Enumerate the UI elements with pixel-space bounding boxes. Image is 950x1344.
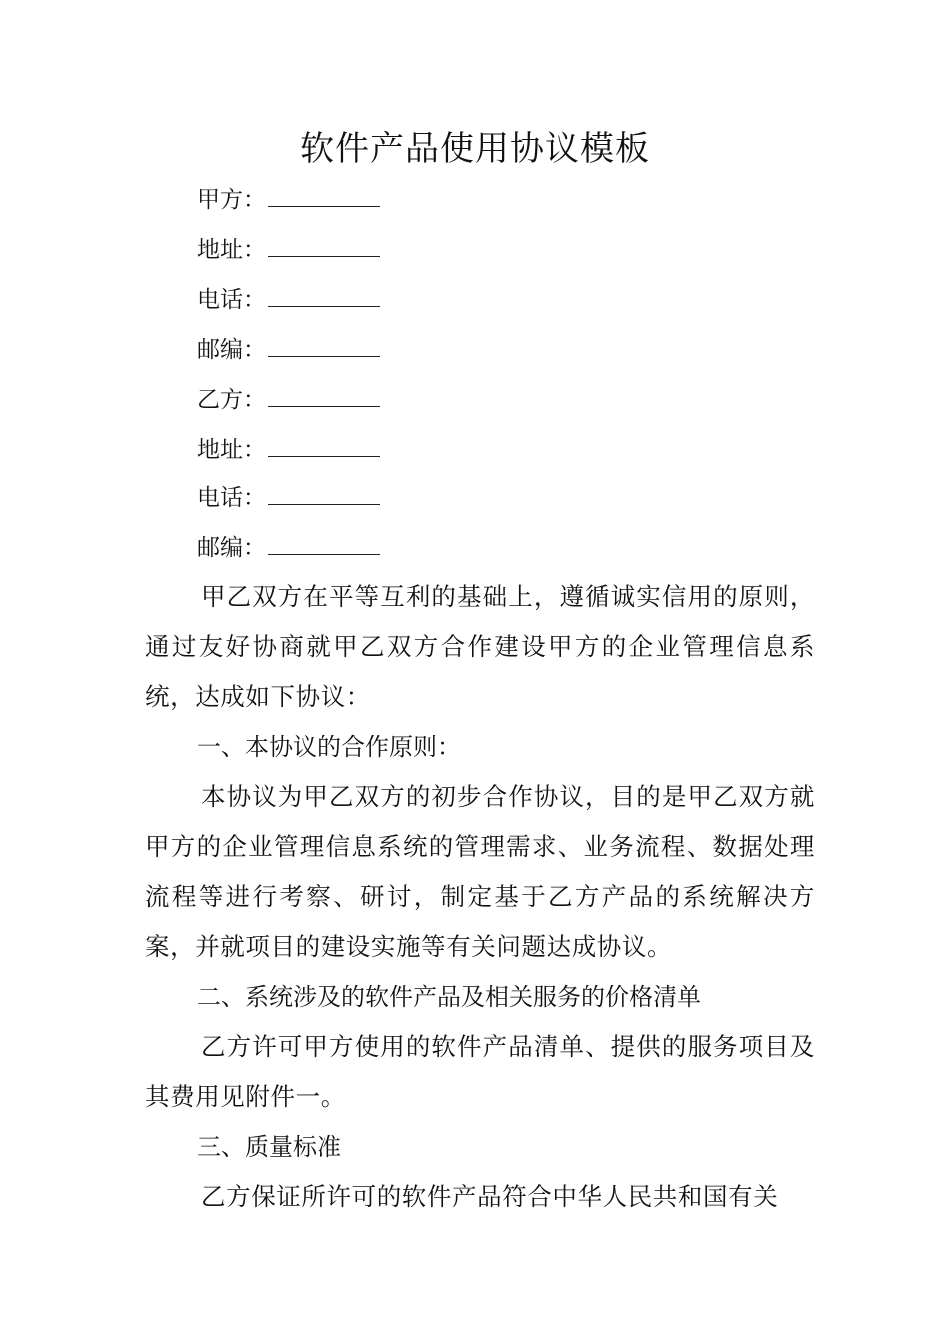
party-b-phone-label: 电话： [197,485,266,511]
party-a-address-blank[interactable] [268,234,380,257]
section-1-heading: 一、本协议的合作原则： [197,733,461,761]
section-1-body: 本协议为甲乙双方的初步合作协议，目的是甲乙双方就甲方的企业管理信息系统的管理需求、业务流程、数据处理流程等进行考察、研讨，制定基于乙方产品的系统解决方案，并就项目的建设实施等有关问题达成协议。 [145,782,815,961]
document-title: 软件产品使用协议模板 [300,129,650,169]
party-a-phone-blank[interactable] [268,284,380,307]
party-b-address-blank[interactable] [268,434,380,457]
party-b-name-field [197,384,380,416]
party-b-postcode-field [197,532,380,564]
party-b-postcode-blank[interactable] [268,532,380,555]
party-a-postcode-blank[interactable] [268,334,380,357]
intro-paragraph: 甲乙双方在平等互利的基础上，遵循诚实信用的原则，通过友好协商就甲乙双方合作建设甲方的企业管理信息系统，达成如下协议： [145,582,815,711]
party-a-phone-label: 电话： [197,287,266,313]
section-3-heading: 三、质量标准 [197,1133,341,1161]
party-b-address-field [197,434,380,466]
section-2-body: 乙方许可甲方使用的软件产品清单、提供的服务项目及其费用见附件一。 [145,1032,815,1111]
party-a-name-field [197,184,380,216]
section-2-heading: 二、系统涉及的软件产品及相关服务的价格清单 [197,983,701,1011]
party-b-postcode-label: 邮编： [197,535,266,561]
section-3-body: 乙方保证所许可的软件产品符合中华人民共和国有关 [201,1182,779,1211]
party-a-name-blank[interactable] [268,184,380,207]
party-a-address-field [197,234,380,266]
party-a-address-label: 地址： [197,237,266,263]
party-b-name-label: 乙方： [197,387,266,413]
party-b-name-blank[interactable] [268,384,380,407]
party-b-phone-field [197,482,380,514]
party-a-phone-field [197,284,380,316]
party-a-postcode-label: 邮编： [197,337,266,363]
party-a-name-label: 甲方： [197,187,266,213]
party-b-phone-blank[interactable] [268,482,380,505]
party-b-address-label: 地址： [197,437,266,463]
party-a-postcode-field [197,334,380,366]
